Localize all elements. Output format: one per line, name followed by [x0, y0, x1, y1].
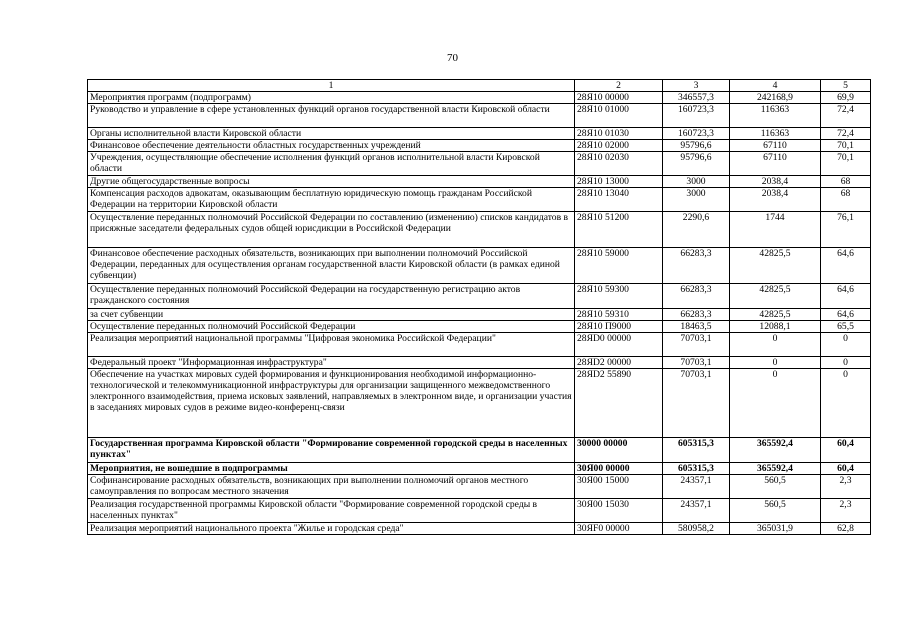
row-percent-cell: 69,9	[821, 92, 871, 104]
row-plan-cell: 70703,1	[663, 369, 730, 438]
header-cell: 2	[575, 80, 663, 92]
row-name-cell: Осуществление переданных полномочий Российской Федерации	[88, 321, 575, 333]
row-percent-cell: 62,8	[821, 523, 871, 535]
row-code-cell: 28Я10 00000	[575, 92, 663, 104]
row-percent-cell: 2,3	[821, 475, 871, 499]
row-code-cell: 28Я10 59310	[575, 309, 663, 321]
row-code-cell: 28ЯD2 55890	[575, 369, 663, 438]
row-percent-cell: 0	[821, 369, 871, 438]
row-name-cell: Государственная программа Кировской области "Формирование современной городской среды в населенных пунктах"	[88, 438, 575, 463]
row-name-cell: Реализация мероприятий национальной программы "Цифровая экономика Российской Федерации"	[88, 333, 575, 357]
row-actual-cell: 365592,4	[730, 463, 821, 475]
row-plan-cell: 18463,5	[663, 321, 730, 333]
row-percent-cell: 72,4	[821, 128, 871, 140]
row-name-cell: Осуществление переданных полномочий Российской Федерации на государственную регистрацию актов гражданского состояния	[88, 284, 575, 309]
header-cell: 4	[730, 80, 821, 92]
table-row	[88, 333, 871, 357]
row-percent-cell: 70,1	[821, 140, 871, 152]
row-code-cell: 30Я00 15030	[575, 499, 663, 523]
row-code-cell: 28ЯD0 00000	[575, 333, 663, 357]
row-percent-cell: 68	[821, 188, 871, 212]
row-actual-cell: 560,5	[730, 475, 821, 499]
row-plan-cell: 605315,3	[663, 438, 730, 463]
row-actual-cell: 12088,1	[730, 321, 821, 333]
header-cell: 3	[663, 80, 730, 92]
row-plan-cell: 70703,1	[663, 333, 730, 357]
table-header-row	[88, 80, 871, 92]
row-actual-cell: 42825,5	[730, 284, 821, 309]
row-percent-cell: 65,5	[821, 321, 871, 333]
table-row	[88, 369, 871, 438]
row-actual-cell: 1744	[730, 212, 821, 248]
row-plan-cell: 605315,3	[663, 463, 730, 475]
table-row	[88, 128, 871, 140]
row-actual-cell: 242168,9	[730, 92, 821, 104]
row-name-cell: Компенсация расходов адвокатам, оказывающим бесплатную юридическую помощь гражданам Российской Федерации на территории Кировской области	[88, 188, 575, 212]
row-percent-cell: 0	[821, 357, 871, 369]
table-row	[88, 284, 871, 309]
row-name-cell: Реализация государственной программы Кировской области "Формирование современной городской среды в населенных пунктах"	[88, 499, 575, 523]
row-code-cell: 30Я00 15000	[575, 475, 663, 499]
table-row	[88, 92, 871, 104]
header-cell: 5	[821, 80, 871, 92]
table-row	[88, 523, 871, 535]
row-plan-cell: 346557,3	[663, 92, 730, 104]
row-name-cell: Осуществление переданных полномочий Российской Федерации по составлению (изменению) списков кандидатов в присяжные заседатели федеральных судов общей юрисдикции в Российской Федерации	[88, 212, 575, 248]
row-plan-cell: 160723,3	[663, 128, 730, 140]
row-name-cell: Органы исполнительной власти Кировской области	[88, 128, 575, 140]
table-row	[88, 248, 871, 284]
table-row	[88, 499, 871, 523]
budget-table	[87, 79, 871, 535]
table-row	[88, 212, 871, 248]
row-name-cell: Федеральный проект "Информационная инфраструктура"	[88, 357, 575, 369]
row-plan-cell: 3000	[663, 176, 730, 188]
row-actual-cell: 0	[730, 369, 821, 438]
row-code-cell: 30ЯF0 00000	[575, 523, 663, 535]
row-actual-cell: 42825,5	[730, 248, 821, 284]
row-name-cell: Руководство и управление в сфере установленных функций органов государственной власти Кировской области	[88, 104, 575, 128]
row-name-cell: Другие общегосударственные вопросы	[88, 176, 575, 188]
table-row	[88, 188, 871, 212]
row-actual-cell: 560,5	[730, 499, 821, 523]
table-row	[88, 104, 871, 128]
header-cell: 1	[88, 80, 575, 92]
row-plan-cell: 95796,6	[663, 140, 730, 152]
row-actual-cell: 42825,5	[730, 309, 821, 321]
table-row	[88, 438, 871, 463]
row-name-cell: Финансовое обеспечение расходных обязательств, возникающих при выполнении полномочий Российской Федерации, переданных для осуществления органам государственной власти Кировской области (в рамках единой субвенции)	[88, 248, 575, 284]
row-code-cell: 28Я10 13000	[575, 176, 663, 188]
row-percent-cell: 72,4	[821, 104, 871, 128]
row-plan-cell: 66283,3	[663, 248, 730, 284]
table-row	[88, 176, 871, 188]
row-percent-cell: 64,6	[821, 309, 871, 321]
row-plan-cell: 66283,3	[663, 284, 730, 309]
row-plan-cell: 2290,6	[663, 212, 730, 248]
row-percent-cell: 60,4	[821, 463, 871, 475]
row-name-cell: Софинансирование расходных обязательств, возникающих при выполнении полномочий органов местного самоуправления по вопросам местного значения	[88, 475, 575, 499]
table-row	[88, 309, 871, 321]
row-percent-cell: 64,6	[821, 284, 871, 309]
row-name-cell: Реализация мероприятий национального проекта "Жилье и городская среда"	[88, 523, 575, 535]
row-name-cell: Мероприятия, не вошедшие в подпрограммы	[88, 463, 575, 475]
row-actual-cell: 67110	[730, 152, 821, 176]
row-percent-cell: 2,3	[821, 499, 871, 523]
row-name-cell: Финансовое обеспечение деятельности областных государственных учреждений	[88, 140, 575, 152]
row-percent-cell: 64,6	[821, 248, 871, 284]
table-row	[88, 475, 871, 499]
row-code-cell: 30000 00000	[575, 438, 663, 463]
row-actual-cell: 0	[730, 333, 821, 357]
row-actual-cell: 116363	[730, 128, 821, 140]
row-code-cell: 28Я10 П9000	[575, 321, 663, 333]
row-name-cell: Учреждения, осуществляющие обеспечение исполнения функций органов исполнительной власти Кировской области	[88, 152, 575, 176]
row-plan-cell: 160723,3	[663, 104, 730, 128]
row-percent-cell: 70,1	[821, 152, 871, 176]
row-actual-cell: 116363	[730, 104, 821, 128]
row-code-cell: 28Я10 59300	[575, 284, 663, 309]
row-plan-cell: 24357,1	[663, 499, 730, 523]
row-actual-cell: 0	[730, 357, 821, 369]
row-name-cell: Обеспечение на участках мировых судей формирования и функционирования необходимой информационно-технологической и телекоммуникационной инфраструктуры для организации защищенного межведомственного электронного взаимодействия, приема исковых заявлений, направляемых в электронном виде, и организации участия в заседаниях мировых судов в режиме видео-конференц-связи	[88, 369, 575, 438]
table-row	[88, 140, 871, 152]
row-actual-cell: 67110	[730, 140, 821, 152]
row-code-cell: 30Я00 00000	[575, 463, 663, 475]
row-code-cell: 28Я10 01000	[575, 104, 663, 128]
page-number: 70	[447, 52, 458, 64]
row-percent-cell: 60,4	[821, 438, 871, 463]
row-plan-cell: 3000	[663, 188, 730, 212]
row-code-cell: 28Я10 51200	[575, 212, 663, 248]
row-name-cell: Мероприятия программ (подпрограмм)	[88, 92, 575, 104]
row-code-cell: 28Я10 02000	[575, 140, 663, 152]
row-percent-cell: 68	[821, 176, 871, 188]
table-row	[88, 357, 871, 369]
row-percent-cell: 0	[821, 333, 871, 357]
row-plan-cell: 66283,3	[663, 309, 730, 321]
row-code-cell: 28Я10 13040	[575, 188, 663, 212]
row-actual-cell: 2038,4	[730, 188, 821, 212]
table-row	[88, 463, 871, 475]
row-plan-cell: 95796,6	[663, 152, 730, 176]
row-name-cell: за счет субвенции	[88, 309, 575, 321]
row-actual-cell: 365031,9	[730, 523, 821, 535]
row-code-cell: 28Я10 59000	[575, 248, 663, 284]
row-code-cell: 28Я10 02030	[575, 152, 663, 176]
row-actual-cell: 2038,4	[730, 176, 821, 188]
row-code-cell: 28ЯD2 00000	[575, 357, 663, 369]
row-plan-cell: 70703,1	[663, 357, 730, 369]
row-actual-cell: 365592,4	[730, 438, 821, 463]
row-code-cell: 28Я10 01030	[575, 128, 663, 140]
row-plan-cell: 580958,2	[663, 523, 730, 535]
table-row	[88, 321, 871, 333]
row-plan-cell: 24357,1	[663, 475, 730, 499]
table-row	[88, 152, 871, 176]
row-percent-cell: 76,1	[821, 212, 871, 248]
